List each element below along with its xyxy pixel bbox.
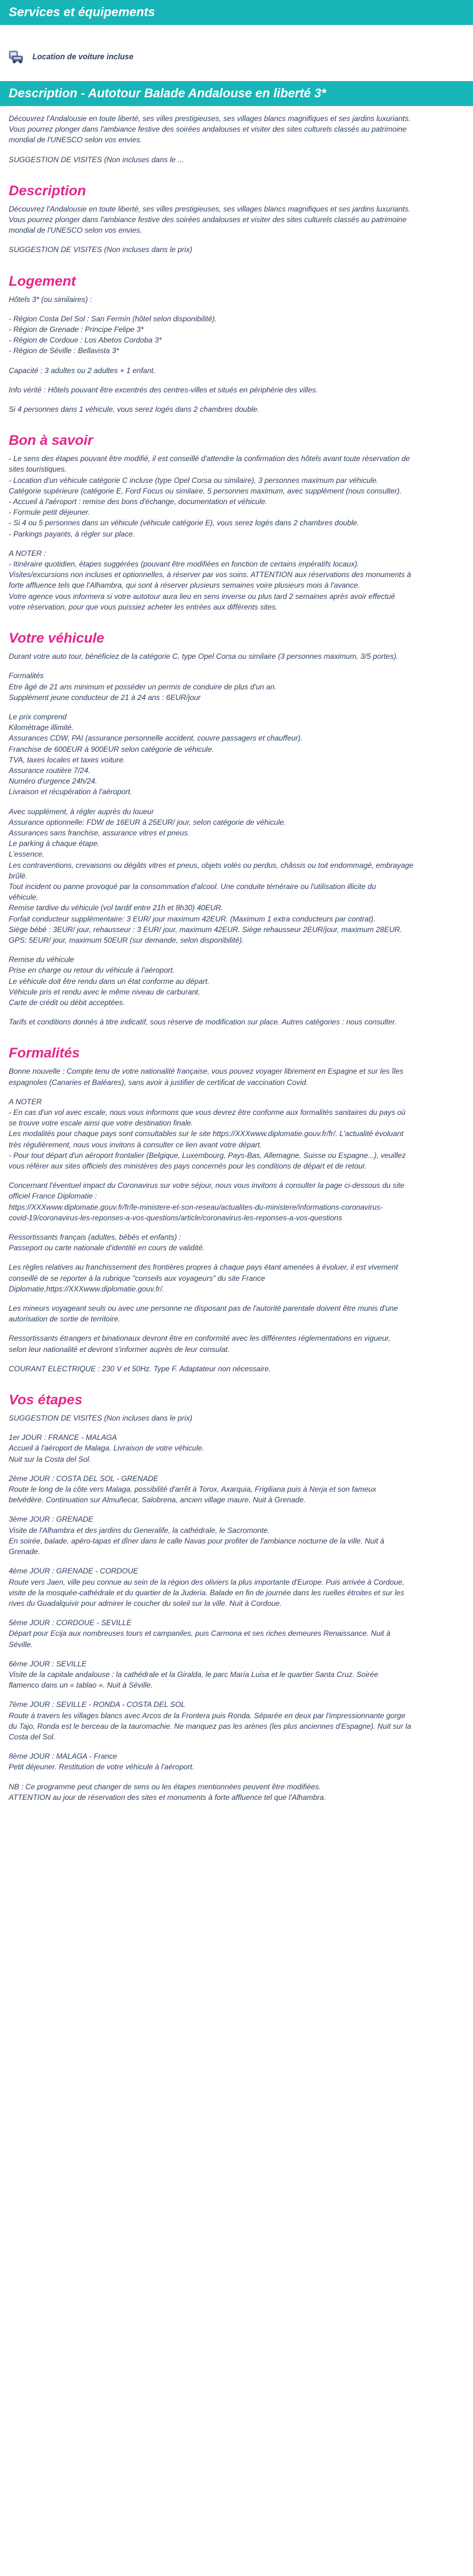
etape-day-5: 5ème JOUR : CORDOUE - SEVILLE Départ pour Ecija aux nombreuses tours et campaniles, puis Carmona et ses riches demeures Renaissance. Nuit à Séville. <box>9 1618 391 1649</box>
etape-day-8: 8ème JOUR : MALAGA - France Petit déjeuner. Restitution de votre véhicule à l'aéroport. <box>9 1752 195 1772</box>
bon-a-savoir-anoter: A NOTER : - Itinéraire quotidien, étapes suggérées (pouvant être modifiées en fonction de certains impératifs locaux). Visites/excursions non incluses et optionnelles, à réserver par vos soins. ATTENTION aux réservations des monuments à forte affluence tels que l'Alhambra, qui sont à réserver plusieurs semaines voire plusieurs mois à l'avance. Votre agence vous informera si votre autotour aura lieu en sens inverse ou plus tard 2 semaines après avoir effectué votre réservation, pour que vous puissiez acheter les entrées aux différents sites. <box>9 548 411 611</box>
formalites-etrangers: Ressortissants étrangers et binationaux devront être en conformité avec les différentes réglementations en vigueur, selon leur nationalité et devront s'informer auprès de leur consulat. <box>9 1334 391 1354</box>
formalites-title: Formalités <box>9 1045 80 1061</box>
logement-info: Info vérité : Hôtels pouvant être excentrés des centres-villes et situés en périphérie des villes. <box>9 385 318 394</box>
vehicule-remise: Remise du véhicule Prise en charge ou retour du véhicule à l'aéroport. Le véhicule doit être rendu dans un état conforme au départ. Véhicule pris et rendu avec le même niveau de carburant. Carte de crédit ou débit acceptées. <box>9 955 210 1007</box>
intro-paragraph: Découvrez l'Andalousie en toute liberté, ses villes prestigieuses, ses villages blancs magnifiques et ses jardins luxuriants. Vous pourrez plonger dans l'ambiance festive des soirées andalouses et visiter des sites culturels classés au patrimoine mondial de l'UNESCO selon vos envies. <box>9 114 411 145</box>
formalites-intro: Bonne nouvelle : Compte tenu de votre nationalité française, vous pouvez voyager librement en Espagne et sur les îles espagnoles (Canaries et Baléares), sans avoir à justifier de certificat de vaccination Covid. <box>9 1067 404 1087</box>
service-item <box>0 25 473 74</box>
services-header: Services et équipements <box>0 0 473 25</box>
etapes-suggestion: SUGGESTION DE VISITES (Non incluses dans le prix) <box>9 1414 193 1423</box>
description-title: Description <box>9 182 86 198</box>
logement-title: Logement <box>9 273 76 289</box>
etape-day-6: 6ème JOUR : SEVILLE Visite de la capitale andalouse : la cathédrale et la Giralda, le parc María Luisa et le quartier Santa Cruz. Soirée flamenco dans un « tablao ». Nuit à Séville. <box>9 1659 379 1690</box>
description-paragraph: Découvrez l'Andalousie en toute liberté, ses villes prestigieuses, ses villages blancs magnifiques et ses jardins luxuriants. Vous pourrez plonger dans l'ambiance festive des soirées andalouses et visiter des sites culturels classés au patrimoine mondial de l'UNESCO selon vos envies. <box>9 204 411 235</box>
vehicule-intro: Durant votre auto tour, bénéficiez de la catégorie C, type Opel Corsa ou similaire (3 personnes maximum, 3/5 portes). <box>9 652 399 661</box>
formalites-ressortissants: Ressortissants français (adultes, bébés et enfants) : Passeport ou carte nationale d'identité en cours de validité. <box>9 1233 205 1253</box>
vehicule-tarifs: Tarifs et conditions donnés à titre indicatif, sous réserve de modification sur place. Autres catégories : nous consulter. <box>9 1018 397 1027</box>
vehicule-supplement: Avec supplément, à régler auprès du loueur Assurance optionnelle: FDW de 16EUR à 25EUR/ jour, selon catégorie de véhicule. Assurances sans franchise, assurance vitres et pneus. Le parking à chaque étape. L'essence. Les contraventions, crevaisons ou dégâts vitres et pneus, objets volés ou perdus, châssis ou toit endommagé, embrayage brûlé. Tout incident ou panne provoqué par la consommation d'alcool. Une conduite téméraire ou l'utilisation illicite du véhicule. Remise tardive du véhicule (vol tardif entre 21h et 8h30) 40EUR. Forfait conducteur supplémentaire: 3 EUR/ jour maximum 42EUR. (Maximum 1 extra conducteurs par contrat). Siège bébé : 3EUR/ jour, rehausseur : 3 EUR/ jour, maximum 42EUR. Siège rehausseur 2EUR/jour, maximum 28EUR. GPS: 5EUR/ jour, maximum 50EUR (sur demande, selon disponibilité). <box>9 807 414 945</box>
etapes-title: Vos étapes <box>9 1392 82 1408</box>
etape-day-4: 4ème JOUR : GRENADE - CORDOUE Route vers Jaen, ville peu connue au sein de la région des oliviers la plus importante d'Europe. Puis arrivée à Cordoue, visite de la mosquée-cathédrale et du quartier de la Juderia. Balade en fin de journée dans les ruelles étroites et sur les rives du Guadalquivir pour admirer le coucher du soleil sur la ville. Nuit à Cordoue. <box>9 1567 404 1608</box>
description-header: Description - Autotour Balade Andalouse en liberté 3* <box>0 81 473 106</box>
logement-list: - Région Costa Del Sol : San Fermín (hôtel selon disponibilité). - Région de Grenade : Principe Felipe 3* - Région de Cordoue : Los Abetos Cordoba 3* - Région de Séville : Bellavista 3* <box>9 314 217 356</box>
etape-day-3: 3ème JOUR : GRENADE Visite de l'Alhambra et des jardins du Generalife, la cathédrale, le Sacromonte. En soirée, balade, apéro-tapas et dîner dans le calle Navas pour profiter de l'ambiance nocturne de la ville. Nuit à Grenade. <box>9 1515 384 1557</box>
logement-note: Si 4 personnes dans 1 véhicule, vous serez logés dans 2 chambres double. <box>9 405 260 414</box>
bon-a-savoir-list: - Le sens des étapes pouvant être modifié, il est conseillé d'attendre la confirmation des hôtels avant toute réservation de sites touristiques. - Location d'un véhicule catégorie C incluse (type Opel Corsa ou similaire), 3 personnes maximum par véhicule. Catégorie supérieure (catégorie E, Ford Focus ou similaire, 5 personnes maximum, avec supplément (nous consulter). - Accueil à l'aéroport : remise des bons d'échange, documentation et véhicule. - Formule petit déjeuner. - Si 4 ou 5 personnes dans un véhicule (véhicule catégorie E), vous serez logés dans 2 chambres double. - Parkings payants, à régler sur place. <box>9 454 410 538</box>
vehicule-formalites: Formalités Etre âgé de 21 ans minimum et posséder un permis de conduire de plus d'un an. Supplément jeune conducteur de 21 à 24 ans : 6EUR/jour <box>9 671 277 702</box>
formalites-mineurs: Les mineurs voyageant seuls ou avec une personne ne disposant pas de l'autorité parentale doivent être munis d'une autorisation de sortie de territoire. <box>9 1304 398 1324</box>
etapes-nb: NB : Ce programme peut changer de sens ou les étapes mentionnées peuvent être modifiées. ATTENTION au jour de réservation des sites et monuments à forte affluence tel que l'Alhambra. <box>9 1782 326 1802</box>
car-icon <box>7 50 24 65</box>
description-suggestion: SUGGESTION DE VISITES (Non incluses dans le prix) <box>9 245 193 255</box>
formalites-anoter: A NOTER - En cas d'un vol avec escale, nous vous informons que vous devrez être conforme aux formalités sanitaires du pays où se trouve votre escale ainsi que votre destination finale. Les modalités pour chaque pays sont consultables sur le site https://XXXwww.diplomatie.gouv.fr/fr/. L'actualité évoluant très régulièrement, nous vous invitons à consulter ce lien avant votre départ. - Pour tout départ d'un aéroport frontalier (Belgique, Luxembourg, Pays-Bas, Allemagne, Suisse ou Espagne...), veuillez vous référer aux sites officiels des ministères des pays concernés pour les conditions de départ et de retour. <box>9 1097 406 1171</box>
content <box>0 106 473 1803</box>
logement-hotels: Hôtels 3* (ou similaires) : <box>9 294 92 304</box>
formalites-courant: COURANT ELECTRIQUE : 230 V et 50Hz. Type F. Adaptateur non nécessaire. <box>9 1364 271 1373</box>
formalites-regles: Les règles relatives au franchissement des frontières propres à chaque pays étant amenées à évoluer, il est vivement conseillé de se reporter à la rubrique "conseils aux voyageurs" du site France Diplomatie,https://XXXwww.diplomatie.gouv.fr/. <box>9 1263 398 1293</box>
etape-day-1: 1er JOUR : FRANCE - MALAGA Accueil à l'aéroport de Malaga. Livraison de votre véhicule. Nuit sur la Costa del Sol. <box>9 1433 205 1464</box>
etape-day-7: 7ème JOUR : SEVILLE - RONDA - COSTA DEL SOL Route à travers les villages blancs avec Arcos de la Frontera puis Ronda. Séparée en deux par l'impressionnante gorge du Tajo, Ronda est le berceau de la tauromachie. Ne manquez pas les arènes (les plus anciennes d'Espagne). Nuit sur la Costa del Sol. <box>9 1700 411 1741</box>
etape-day-2: 2ème JOUR : COSTA DEL SOL - GRENADE Route le long de la côte vers Malaga, possibilité d'arrêt à Torox, Axarquia, Frigiliana puis à Nerja et son fameux belvédère. Continuation sur Almuñecar, Salobrena, ancien village maure. Nuit à Grenade. <box>9 1474 377 1505</box>
service-label: Location de voiture incluse <box>32 52 134 61</box>
vehicule-prix: Le prix comprend Kilométrage illimité. Assurances CDW, PAI (assurance personnelle accident, couvre passagers et chauffeur). Franchise de 600EUR à 900EUR selon catégorie de véhicule. TVA, taxes locales et taxes voiture. Assurance routière 7/24. Numéro d'urgence 24h/24. Livraison et récupération à l'aéroport. <box>9 712 303 797</box>
intro-suggestion: SUGGESTION DE VISITES (Non incluses dans le ... <box>9 155 184 164</box>
formalites-coronavirus: Concernant l'éventuel impact du Coronavirus sur votre séjour, nous vous invitons à consulter la page ci-dessous du site officiel France Diplomatie : https://XXXwww.diplomatie.gouv.fr/fr/le-ministere-et-son-reseau/actualites-du-ministere/informations-coronavirus- covid-19/coronavirus-les-reponses-a-vos-questions/article/coronavirus-les-reponses-a-vos-questions <box>9 1181 404 1222</box>
logement-capacite: Capacité : 3 adultes ou 2 adultes + 1 enfant. <box>9 366 156 375</box>
vehicule-title: Votre véhicule <box>9 630 104 646</box>
bon-a-savoir-title: Bon à savoir <box>9 432 94 449</box>
